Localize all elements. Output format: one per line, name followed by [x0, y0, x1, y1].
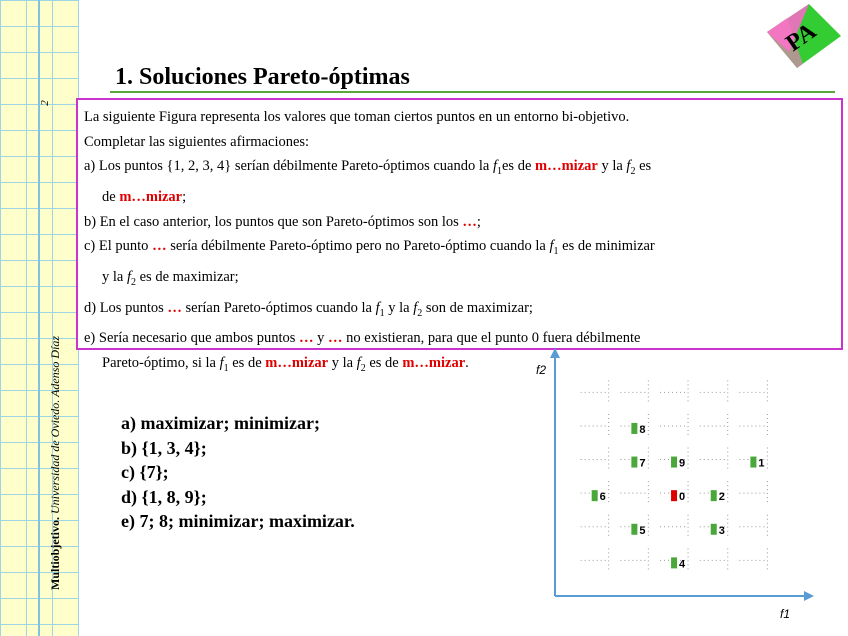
point-label-9: 9: [679, 457, 686, 470]
question-box: [76, 98, 843, 374]
answer-e: e) 7; 8; minimizar; maximizar.: [121, 511, 355, 531]
point-marker-7: [631, 457, 637, 468]
intro-line-2: Completar las siguientes afirmaciones:: [84, 133, 310, 150]
blank-e2: …: [328, 330, 343, 347]
statement-c: c) El punto … sería débilmente Pareto-óptimo pero no Pareto-óptimo cuando la $f_1$ es de minimizar: [84, 238, 655, 258]
point-label-6: 6: [599, 491, 606, 504]
point-marker-1: [750, 457, 756, 468]
answers-block: [121, 411, 355, 534]
statement-a: a) Los puntos {1, 2, 3, 4} serían débilmente Pareto-óptimos cuando la $f_1es$ de m…mizar y la $f_2$ es: [84, 158, 652, 178]
answer-c: c) {7};: [121, 462, 169, 482]
answer-a: a) maximizar; minimizar;: [121, 413, 320, 433]
point-marker-9: [671, 457, 677, 468]
statement-b: b) En el caso anterior, los puntos que son Pareto-óptimos son los …;: [84, 213, 481, 230]
blank-e4: m…mizar: [402, 354, 466, 371]
blank-d: …: [167, 299, 182, 316]
vertical-caption: [48, 336, 63, 590]
point-marker-6: [592, 490, 598, 501]
scatter-chart: [528, 348, 818, 630]
x-axis-label: f1: [780, 607, 791, 621]
blank-c: …: [152, 238, 167, 255]
blank-e3: m…mizar: [265, 354, 329, 371]
statement-d: d) Los puntos … serían Pareto-óptimos cuando la $f_1$ y la $f_2$ son de maximizar;: [84, 299, 533, 319]
caption-course: Multiobjetivo.: [48, 517, 62, 590]
point-label-3: 3: [718, 524, 725, 537]
blank-b: …: [462, 213, 477, 230]
y-axis-arrow: [550, 348, 560, 358]
statement-e: e) Sería necesario que ambos puntos … y … no existieran, para que el punto 0 fuera débilmente: [84, 330, 641, 347]
intro-line-1: La siguiente Figura representa los valores que toman ciertos puntos en un entorno bi-objetivo.: [84, 109, 630, 125]
point-marker-0: [671, 490, 677, 501]
point-marker-2: [711, 490, 717, 501]
statement-e-cont: Pareto-óptimo, si la $f_1$ es de m…mizar y la $f_2$ es de m…mizar.: [102, 354, 469, 374]
blank-a2: m…mizar: [119, 189, 183, 205]
point-label-7: 7: [639, 457, 646, 470]
blank-a1: m…mizar: [535, 158, 598, 175]
caption-author: Universidad de Oviedo. Adenso Díaz: [48, 335, 62, 517]
point-label-1: 1: [758, 457, 765, 470]
answer-b: b) {1, 3, 4};: [121, 437, 207, 458]
pa-logo-text: PA: [781, 18, 822, 57]
point-label-4: 4: [679, 558, 686, 571]
pa-logo: [759, 2, 845, 72]
point-label-8: 8: [639, 423, 646, 436]
title-underline: [110, 91, 835, 93]
answer-d: d) {1, 8, 9};: [121, 486, 207, 507]
point-label-2: 2: [718, 491, 725, 504]
statement-c-cont: y la $f_2$ es de maximizar;: [102, 269, 239, 288]
point-label-0: 0: [679, 491, 686, 504]
strip-divider: [38, 0, 40, 636]
point-label-5: 5: [639, 524, 646, 537]
point-marker-4: [671, 557, 677, 568]
blank-e1: …: [299, 330, 314, 347]
point-marker-5: [631, 524, 637, 535]
point-marker-3: [711, 524, 717, 535]
statement-a-cont: de m…mizar;: [102, 189, 187, 205]
page-title: 1. Soluciones Pareto-óptimas: [115, 64, 410, 90]
page-number: 2: [38, 100, 51, 106]
y-axis-label: f2: [536, 363, 547, 377]
point-marker-8: [631, 423, 637, 434]
x-axis-arrow: [804, 591, 814, 601]
